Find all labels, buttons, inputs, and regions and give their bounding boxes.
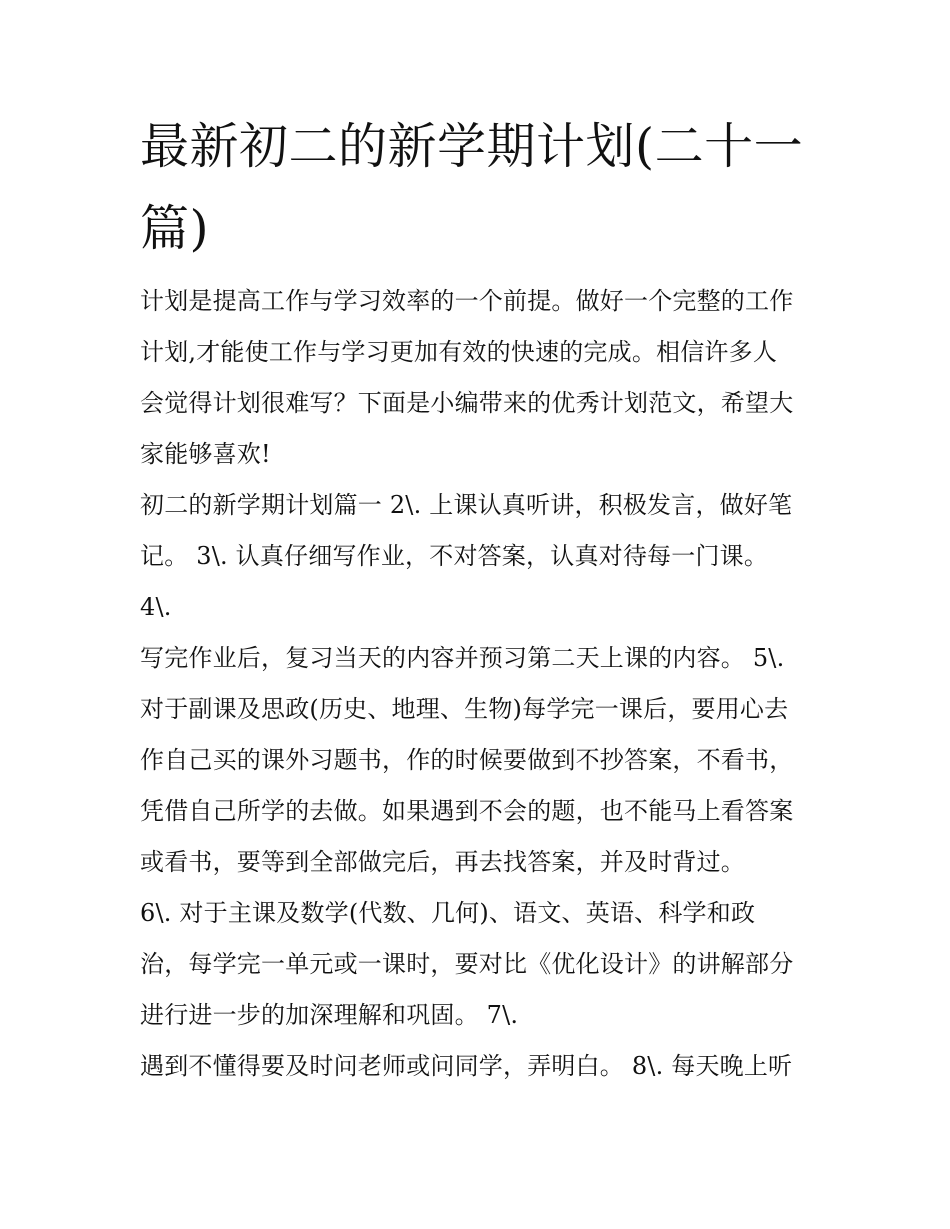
body-line: 作自己买的课外习题书，作的时候要做到不抄答案，不看书， xyxy=(140,746,794,774)
body-line: 家能够喜欢! xyxy=(140,440,271,468)
title-line: 最新初二的新学期计划(二十一 xyxy=(140,118,804,175)
body-line: 写完作业后，复习当天的内容并预习第二天上课的内容。 5\. xyxy=(140,644,785,672)
body-line: 进行进一步的加深理解和巩固。 7\. xyxy=(140,1001,519,1029)
document-title xyxy=(140,106,820,270)
body-line: 遇到不懂得要及时问老师或问同学，弄明白。 8\. 每天晚上听 xyxy=(140,1052,793,1080)
body-line: 计划是提高工作与学习效率的一个前提。做好一个完整的工作 xyxy=(140,287,794,315)
body-line: 或看书，要等到全部做完后，再去找答案，并及时背过。 xyxy=(140,848,745,876)
body-line: 计划,才能使工作与学习更加有效的快速的完成。相信许多人 xyxy=(140,338,778,366)
body-line: 4\. xyxy=(140,593,172,621)
body-line: 会觉得计划很难写？下面是小编带来的优秀计划范文，希望大 xyxy=(140,389,794,417)
body-line: 治，每学完一单元或一课时，要对比《优化设计》的讲解部分 xyxy=(140,950,794,978)
body-line: 凭借自己所学的去做。如果遇到不会的题，也不能马上看答案 xyxy=(140,797,794,825)
title-line: 篇) xyxy=(140,200,210,257)
body-line: 记。 3\. 认真仔细写作业，不对答案，认真对待每一门课。 xyxy=(140,542,769,570)
body-line: 初二的新学期计划篇一 2\. 上课认真听讲，积极发言，做好笔 xyxy=(140,491,793,519)
body-line: 6\. 对于主课及数学(代数、几何)、语文、英语、科学和政 xyxy=(140,899,756,927)
body-line: 对于副课及思政(历史、地理、生物)每学完一课后，要用心去 xyxy=(140,695,789,723)
document-body xyxy=(140,276,820,1092)
